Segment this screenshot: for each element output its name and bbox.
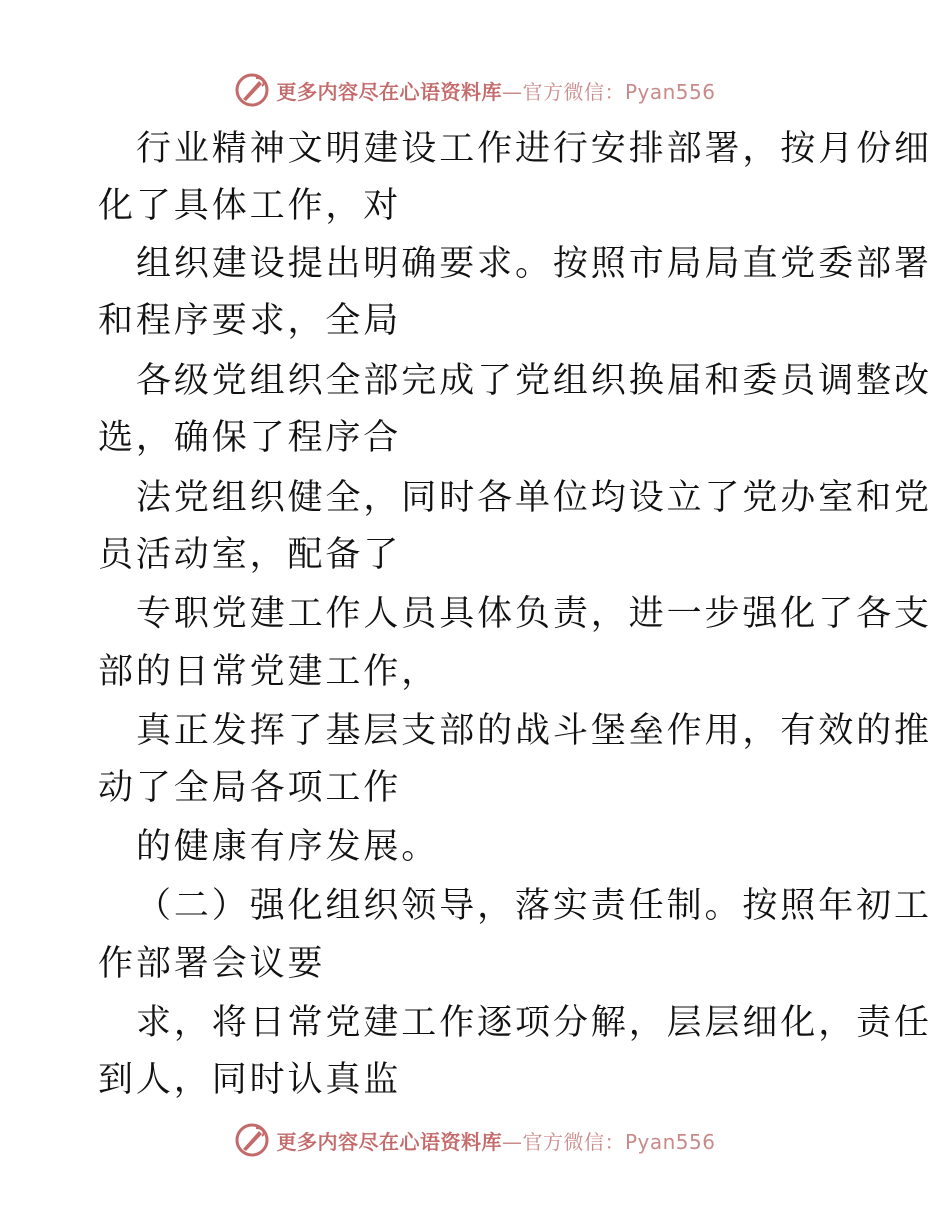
watermark-brand: 更多内容尽在心语资料库 <box>276 79 502 104</box>
watermark-contact: 官方微信：Pyan556 <box>522 1129 716 1154</box>
watermark-contact: 官方微信：Pyan556 <box>522 79 716 104</box>
watermark-dash: — <box>501 1129 523 1154</box>
paragraph-line: 法党组织健全，同时各单位均设立了党办室和党 <box>136 478 932 518</box>
header-watermark <box>0 70 950 110</box>
paragraph-line: 到人，同时认真监 <box>98 1060 402 1100</box>
paragraph-line: 员活动室，配备了 <box>98 535 402 575</box>
paragraph-line: 真正发挥了基层支部的战斗堡垒作用，有效的推 <box>136 711 932 751</box>
paragraph-line: 求，将日常党建工作逐项分解，层层细化，责任 <box>136 1003 932 1043</box>
paragraph-line: 作部署会议要 <box>98 944 326 984</box>
paragraph-line: 各级党组织全部完成了党组织换届和委员调整改 <box>136 361 932 401</box>
paragraph-line: 行业精神文明建设工作进行安排部署，按月份细 <box>136 129 932 169</box>
quill-logo-icon <box>234 72 270 108</box>
paragraph-line: 专职党建工作人员具体负责，进一步强化了各支 <box>136 594 932 634</box>
paragraph-line: 的健康有序发展。 <box>136 827 440 867</box>
paragraph-line: 化了具体工作，对 <box>98 186 402 226</box>
paragraph-line: 动了全局各项工作 <box>98 768 402 808</box>
paragraph-line: 和程序要求，全局 <box>98 301 402 341</box>
paragraph-line: 部的日常党建工作， <box>98 652 440 692</box>
footer-watermark <box>0 1120 950 1160</box>
paragraph-line: 组织建设提出明确要求。按照市局局直党委部署 <box>136 244 932 284</box>
watermark-text <box>276 76 715 105</box>
watermark-brand: 更多内容尽在心语资料库 <box>276 1129 502 1154</box>
paragraph-line: 选，确保了程序合 <box>98 418 402 458</box>
watermark-text <box>276 1126 715 1155</box>
quill-logo-icon <box>234 1122 270 1158</box>
watermark-dash: — <box>501 79 523 104</box>
paragraph-line: （二）强化组织领导，落实责任制。按照年初工 <box>136 886 932 926</box>
